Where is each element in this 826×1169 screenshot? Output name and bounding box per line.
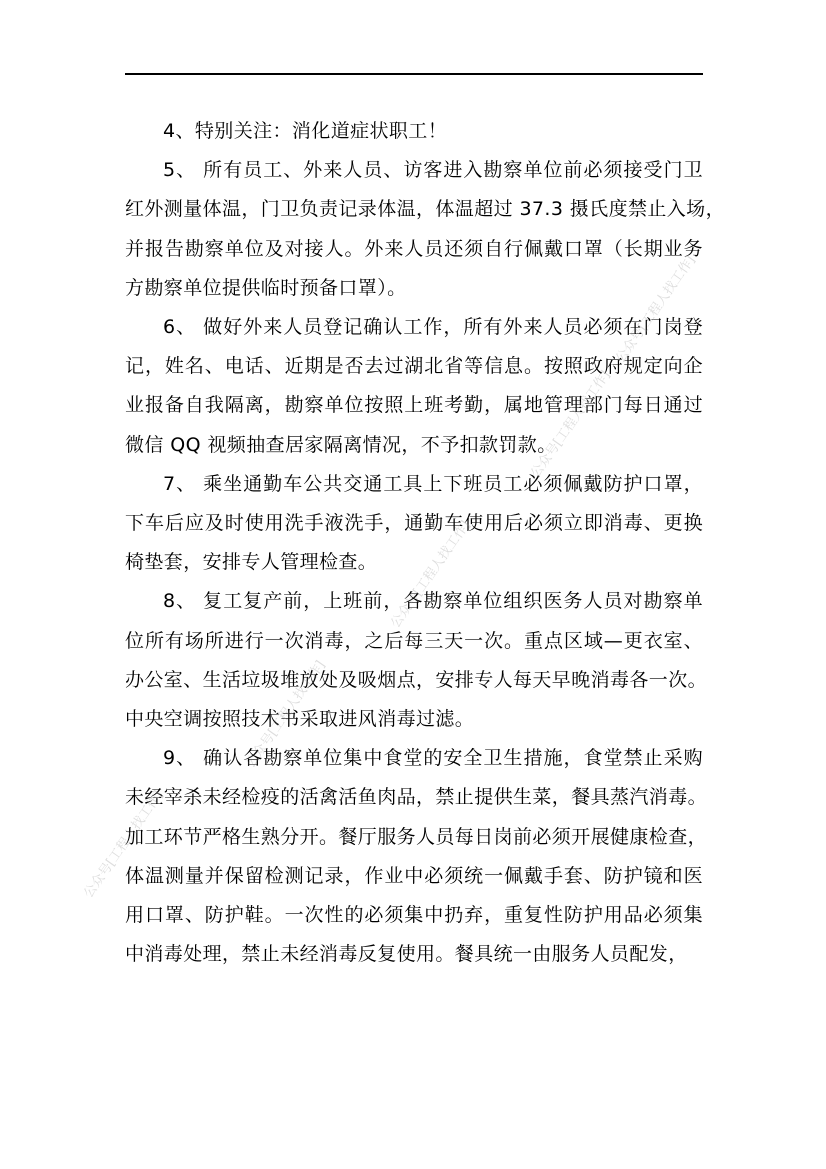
paragraph-5 [125, 151, 725, 308]
paragraph-4 [125, 112, 703, 151]
text-line: 未经宰杀未经检疫的活禽活鱼肉品，禁止提供生菜，餐具蒸汽消毒。 [125, 786, 708, 809]
text-line: 方勘察单位提供临时预备口罩）。 [125, 276, 407, 299]
text-line: 椅垫套，安排专人管理检查。 [125, 551, 378, 574]
text-line: 下车后应及时使用洗手液洗手，通勤车使用后必须立即消毒、更换 [125, 512, 703, 535]
paragraph-7 [125, 465, 703, 583]
text-line: 红外测量体温，门卫负责记录体温，体温超过 37.3 摄氏度禁止入场， [125, 198, 725, 221]
watermark: 公众号[工程人找工作] [528, 368, 614, 481]
watermark: 公众号[工程人找工作] [81, 788, 167, 901]
text-line: 4、特别关注：消化道症状职工！ [163, 120, 448, 142]
watermark: 公众号[工程人找工作] [243, 658, 329, 771]
text-line: 体温测量并保留检测记录，作业中必须统一佩戴手套、防护镜和医 [125, 864, 703, 887]
text-line: 位所有场所进行一次消毒，之后每三天一次。重点区域—更衣室、 [125, 629, 703, 652]
text-line: 7、 乘坐通勤车公共交通工具上下班员工必须佩戴防护口罩， [163, 472, 703, 495]
document-body [125, 112, 725, 974]
text-line: 8、 复工复产前，上班前，各勘察单位组织医务人员对勘察单 [163, 590, 703, 613]
paragraph-8 [125, 582, 708, 739]
paragraph-6 [125, 308, 703, 465]
text-line: 中消毒处理，禁止未经消毒反复使用。餐具统一由服务人员配发， [125, 943, 688, 966]
text-line: 9、 确认各勘察单位集中食堂的安全卫生措施，食堂禁止采购 [163, 747, 703, 770]
text-line: 加工环节严格生熟分开。餐厅服务人员每日岗前必须开展健康检查， [125, 825, 708, 848]
header-rule [125, 73, 703, 75]
paragraph-9 [125, 739, 708, 974]
text-line: 5、 所有员工、外来人员、访客进入勘察单位前必须接受门卫 [163, 159, 703, 182]
text-line: 记，姓名、电话、近期是否去过湖北省等信息。按照政府规定向企 [125, 355, 703, 378]
text-line: 微信 QQ 视频抽查居家隔离情况，不予扣款罚款。 [125, 433, 557, 456]
watermark: 公众号[工程人找工作] [613, 253, 699, 366]
watermark: 公众号[工程人找工作] [388, 518, 474, 631]
text-line: 6、 做好外来人员登记确认工作，所有外来人员必须在门岗登 [163, 316, 703, 339]
text-line: 中央空调按照技术书采取进风消毒过滤。 [125, 708, 475, 731]
text-line: 用口罩、防护鞋。一次性的必须集中扔弃，重复性防护用品必须集 [125, 904, 703, 927]
text-line: 业报备自我隔离，勘察单位按照上班考勤，属地管理部门每日通过 [125, 394, 703, 417]
text-line: 办公室、生活垃圾堆放处及吸烟点，安排专人每天早晚消毒各一次。 [125, 668, 708, 691]
text-line: 并报告勘察单位及对接人。外来人员还须自行佩戴口罩（长期业务 [125, 237, 703, 260]
